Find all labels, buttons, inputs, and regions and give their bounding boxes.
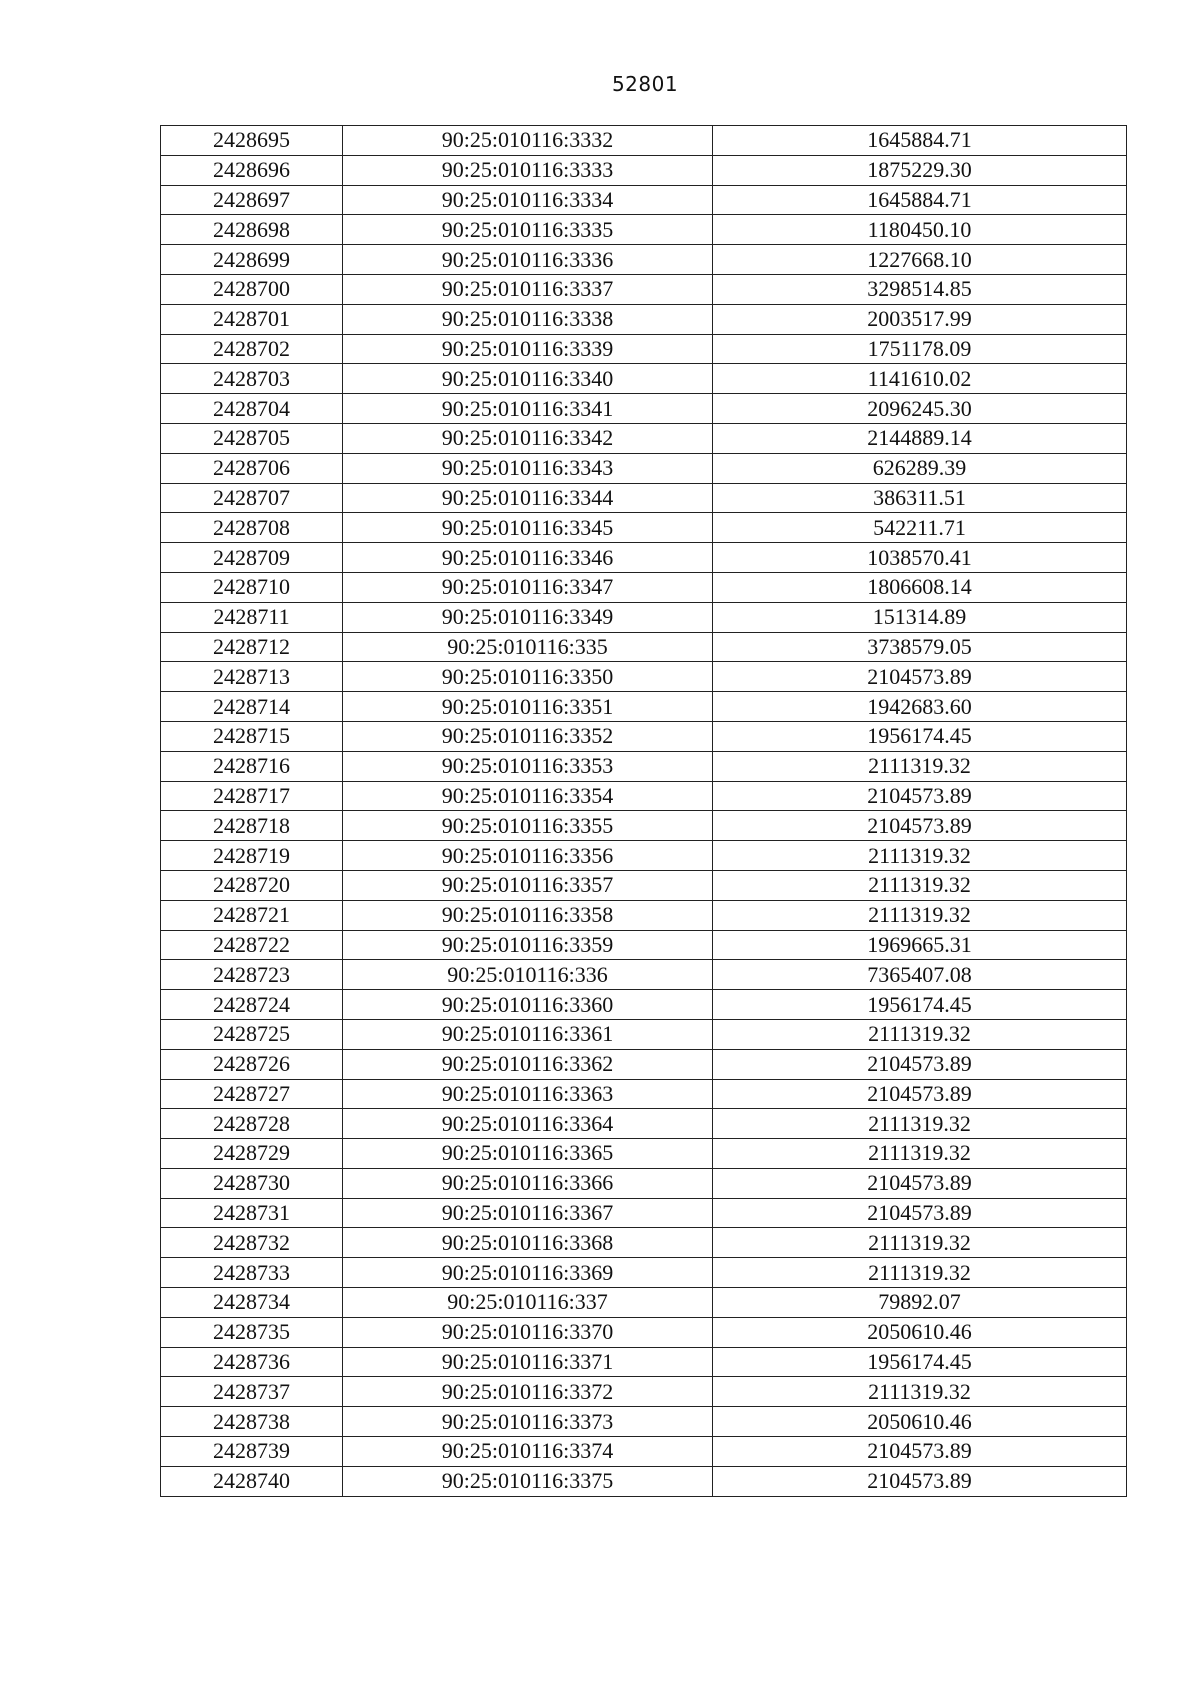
cadastral-number-cell: 90:25:010116:3352 <box>343 721 713 751</box>
cadastral-number-cell: 90:25:010116:3349 <box>343 602 713 632</box>
table-row <box>161 572 1127 602</box>
table-row <box>161 990 1127 1020</box>
table-row <box>161 364 1127 394</box>
cadastral-number-cell: 90:25:010116:3342 <box>343 423 713 453</box>
cadastral-value-cell: 2111319.32 <box>713 1019 1127 1049</box>
cadastral-value-cell: 2111319.32 <box>713 1228 1127 1258</box>
cadastral-value-cell: 2050610.46 <box>713 1317 1127 1347</box>
cadastral-number-cell: 90:25:010116:3333 <box>343 155 713 185</box>
cadastral-value-cell: 2104573.89 <box>713 1049 1127 1079</box>
record-number-cell: 2428732 <box>161 1228 343 1258</box>
cadastral-number-cell: 90:25:010116:3337 <box>343 274 713 304</box>
table-row <box>161 274 1127 304</box>
record-number-cell: 2428722 <box>161 930 343 960</box>
table-row <box>161 781 1127 811</box>
cadastral-number-cell: 90:25:010116:3374 <box>343 1437 713 1467</box>
cadastral-value-cell: 2050610.46 <box>713 1407 1127 1437</box>
table-row <box>161 1258 1127 1288</box>
cadastral-number-cell: 90:25:010116:3341 <box>343 394 713 424</box>
table-row <box>161 483 1127 513</box>
record-number-cell: 2428715 <box>161 721 343 751</box>
cadastral-number-cell: 90:25:010116:3367 <box>343 1198 713 1228</box>
cadastral-number-cell: 90:25:010116:3351 <box>343 692 713 722</box>
cadastral-value-cell: 1645884.71 <box>713 126 1127 156</box>
cadastral-value-cell: 79892.07 <box>713 1288 1127 1318</box>
cadastral-value-cell: 1875229.30 <box>713 155 1127 185</box>
table-row <box>161 1347 1127 1377</box>
cadastral-value-cell: 2104573.89 <box>713 1198 1127 1228</box>
cadastral-value-cell: 1180450.10 <box>713 215 1127 245</box>
cadastral-number-cell: 90:25:010116:3368 <box>343 1228 713 1258</box>
cadastral-number-cell: 90:25:010116:335 <box>343 632 713 662</box>
record-number-cell: 2428725 <box>161 1019 343 1049</box>
cadastral-number-cell: 90:25:010116:3345 <box>343 513 713 543</box>
table-row <box>161 751 1127 781</box>
record-number-cell: 2428738 <box>161 1407 343 1437</box>
cadastral-value-table <box>160 125 1127 1497</box>
record-number-cell: 2428717 <box>161 781 343 811</box>
table-row <box>161 1466 1127 1496</box>
table-row <box>161 692 1127 722</box>
record-number-cell: 2428726 <box>161 1049 343 1079</box>
record-number-cell: 2428711 <box>161 602 343 632</box>
table-row <box>161 930 1127 960</box>
record-number-cell: 2428699 <box>161 245 343 275</box>
cadastral-value-cell: 1141610.02 <box>713 364 1127 394</box>
table-row <box>161 870 1127 900</box>
cadastral-number-cell: 90:25:010116:3354 <box>343 781 713 811</box>
cadastral-value-cell: 2111319.32 <box>713 870 1127 900</box>
cadastral-number-cell: 90:25:010116:3359 <box>343 930 713 960</box>
cadastral-number-cell: 90:25:010116:3350 <box>343 662 713 692</box>
record-number-cell: 2428730 <box>161 1168 343 1198</box>
cadastral-value-cell: 2104573.89 <box>713 811 1127 841</box>
record-number-cell: 2428705 <box>161 423 343 453</box>
record-number-cell: 2428713 <box>161 662 343 692</box>
record-number-cell: 2428727 <box>161 1079 343 1109</box>
table-row <box>161 1228 1127 1258</box>
cadastral-number-cell: 90:25:010116:3361 <box>343 1019 713 1049</box>
table-row <box>161 245 1127 275</box>
table-row <box>161 632 1127 662</box>
cadastral-number-cell: 90:25:010116:3338 <box>343 304 713 334</box>
record-number-cell: 2428701 <box>161 304 343 334</box>
record-number-cell: 2428724 <box>161 990 343 1020</box>
cadastral-number-cell: 90:25:010116:3353 <box>343 751 713 781</box>
cadastral-value-cell: 542211.71 <box>713 513 1127 543</box>
cadastral-value-cell: 2111319.32 <box>713 1377 1127 1407</box>
record-number-cell: 2428718 <box>161 811 343 841</box>
record-number-cell: 2428736 <box>161 1347 343 1377</box>
record-number-cell: 2428709 <box>161 543 343 573</box>
cadastral-value-cell: 386311.51 <box>713 483 1127 513</box>
cadastral-value-cell: 2104573.89 <box>713 1168 1127 1198</box>
table-row <box>161 1079 1127 1109</box>
table-row <box>161 1198 1127 1228</box>
cadastral-value-cell: 1969665.31 <box>713 930 1127 960</box>
table-row <box>161 1019 1127 1049</box>
cadastral-number-cell: 90:25:010116:3372 <box>343 1377 713 1407</box>
cadastral-number-cell: 90:25:010116:3375 <box>343 1466 713 1496</box>
cadastral-number-cell: 90:25:010116:3336 <box>343 245 713 275</box>
record-number-cell: 2428740 <box>161 1466 343 1496</box>
cadastral-value-cell: 1038570.41 <box>713 543 1127 573</box>
cadastral-value-cell: 2003517.99 <box>713 304 1127 334</box>
cadastral-number-cell: 90:25:010116:3371 <box>343 1347 713 1377</box>
cadastral-number-cell: 90:25:010116:3343 <box>343 453 713 483</box>
table-row <box>161 960 1127 990</box>
table-row <box>161 1407 1127 1437</box>
cadastral-number-cell: 90:25:010116:3346 <box>343 543 713 573</box>
cadastral-number-cell: 90:25:010116:3362 <box>343 1049 713 1079</box>
table-row <box>161 841 1127 871</box>
cadastral-value-cell: 1227668.10 <box>713 245 1127 275</box>
record-number-cell: 2428737 <box>161 1377 343 1407</box>
table-row <box>161 304 1127 334</box>
cadastral-number-cell: 90:25:010116:3340 <box>343 364 713 394</box>
table-row <box>161 155 1127 185</box>
cadastral-number-cell: 90:25:010116:3369 <box>343 1258 713 1288</box>
cadastral-number-cell: 90:25:010116:3370 <box>343 1317 713 1347</box>
cadastral-value-cell: 2111319.32 <box>713 1258 1127 1288</box>
page-number: 52801 <box>611 72 679 96</box>
record-number-cell: 2428695 <box>161 126 343 156</box>
table-row <box>161 1168 1127 1198</box>
cadastral-value-cell: 626289.39 <box>713 453 1127 483</box>
cadastral-value-cell: 1645884.71 <box>713 185 1127 215</box>
table-row <box>161 900 1127 930</box>
record-number-cell: 2428702 <box>161 334 343 364</box>
cadastral-number-cell: 90:25:010116:3356 <box>343 841 713 871</box>
cadastral-value-cell: 2111319.32 <box>713 1139 1127 1169</box>
record-number-cell: 2428734 <box>161 1288 343 1318</box>
table-row <box>161 662 1127 692</box>
cadastral-number-cell: 90:25:010116:3366 <box>343 1168 713 1198</box>
table-row <box>161 811 1127 841</box>
table-row <box>161 215 1127 245</box>
table-row <box>161 602 1127 632</box>
record-number-cell: 2428696 <box>161 155 343 185</box>
cadastral-number-cell: 90:25:010116:3365 <box>343 1139 713 1169</box>
cadastral-value-cell: 1942683.60 <box>713 692 1127 722</box>
table-row <box>161 1437 1127 1467</box>
record-number-cell: 2428697 <box>161 185 343 215</box>
record-number-cell: 2428723 <box>161 960 343 990</box>
record-number-cell: 2428735 <box>161 1317 343 1347</box>
table-row <box>161 1109 1127 1139</box>
record-number-cell: 2428700 <box>161 274 343 304</box>
record-number-cell: 2428698 <box>161 215 343 245</box>
cadastral-value-cell: 3738579.05 <box>713 632 1127 662</box>
record-number-cell: 2428731 <box>161 1198 343 1228</box>
record-number-cell: 2428720 <box>161 870 343 900</box>
table-row <box>161 1139 1127 1169</box>
record-number-cell: 2428703 <box>161 364 343 394</box>
table-row <box>161 334 1127 364</box>
table-row <box>161 185 1127 215</box>
table-row <box>161 543 1127 573</box>
cadastral-number-cell: 90:25:010116:3355 <box>343 811 713 841</box>
record-number-cell: 2428714 <box>161 692 343 722</box>
cadastral-value-cell: 1956174.45 <box>713 1347 1127 1377</box>
record-number-cell: 2428712 <box>161 632 343 662</box>
cadastral-value-cell: 2111319.32 <box>713 1109 1127 1139</box>
cadastral-value-cell: 2111319.32 <box>713 841 1127 871</box>
table-row <box>161 1317 1127 1347</box>
cadastral-value-cell: 2104573.89 <box>713 1466 1127 1496</box>
cadastral-number-cell: 90:25:010116:3334 <box>343 185 713 215</box>
table-row <box>161 126 1127 156</box>
table-row <box>161 394 1127 424</box>
table-row <box>161 513 1127 543</box>
record-number-cell: 2428728 <box>161 1109 343 1139</box>
record-number-cell: 2428733 <box>161 1258 343 1288</box>
cadastral-number-cell: 90:25:010116:3363 <box>343 1079 713 1109</box>
cadastral-value-cell: 2104573.89 <box>713 781 1127 811</box>
table-row <box>161 721 1127 751</box>
cadastral-number-cell: 90:25:010116:3335 <box>343 215 713 245</box>
cadastral-number-cell: 90:25:010116:3344 <box>343 483 713 513</box>
cadastral-value-cell: 1751178.09 <box>713 334 1127 364</box>
cadastral-number-cell: 90:25:010116:3347 <box>343 572 713 602</box>
record-number-cell: 2428710 <box>161 572 343 602</box>
table-row <box>161 453 1127 483</box>
cadastral-number-cell: 90:25:010116:336 <box>343 960 713 990</box>
record-number-cell: 2428716 <box>161 751 343 781</box>
record-number-cell: 2428708 <box>161 513 343 543</box>
cadastral-value-cell: 2104573.89 <box>713 662 1127 692</box>
table-row <box>161 1288 1127 1318</box>
cadastral-value-cell: 3298514.85 <box>713 274 1127 304</box>
cadastral-number-cell: 90:25:010116:3332 <box>343 126 713 156</box>
table-row <box>161 1049 1127 1079</box>
cadastral-value-cell: 2096245.30 <box>713 394 1127 424</box>
record-number-cell: 2428739 <box>161 1437 343 1467</box>
record-number-cell: 2428721 <box>161 900 343 930</box>
cadastral-value-cell: 2104573.89 <box>713 1079 1127 1109</box>
record-number-cell: 2428719 <box>161 841 343 871</box>
table-row <box>161 1377 1127 1407</box>
cadastral-value-cell: 7365407.08 <box>713 960 1127 990</box>
cadastral-value-cell: 1806608.14 <box>713 572 1127 602</box>
cadastral-number-cell: 90:25:010116:3360 <box>343 990 713 1020</box>
cadastral-number-cell: 90:25:010116:337 <box>343 1288 713 1318</box>
record-number-cell: 2428729 <box>161 1139 343 1169</box>
cadastral-value-cell: 1956174.45 <box>713 990 1127 1020</box>
cadastral-number-cell: 90:25:010116:3339 <box>343 334 713 364</box>
cadastral-value-cell: 2104573.89 <box>713 1437 1127 1467</box>
cadastral-value-cell: 2111319.32 <box>713 900 1127 930</box>
cadastral-number-cell: 90:25:010116:3357 <box>343 870 713 900</box>
cadastral-value-cell: 2111319.32 <box>713 751 1127 781</box>
cadastral-number-cell: 90:25:010116:3373 <box>343 1407 713 1437</box>
table-row <box>161 423 1127 453</box>
cadastral-value-cell: 151314.89 <box>713 602 1127 632</box>
cadastral-value-cell: 1956174.45 <box>713 721 1127 751</box>
record-number-cell: 2428707 <box>161 483 343 513</box>
record-number-cell: 2428704 <box>161 394 343 424</box>
cadastral-number-cell: 90:25:010116:3358 <box>343 900 713 930</box>
record-number-cell: 2428706 <box>161 453 343 483</box>
table-body <box>161 126 1127 1497</box>
cadastral-value-cell: 2144889.14 <box>713 423 1127 453</box>
cadastral-number-cell: 90:25:010116:3364 <box>343 1109 713 1139</box>
